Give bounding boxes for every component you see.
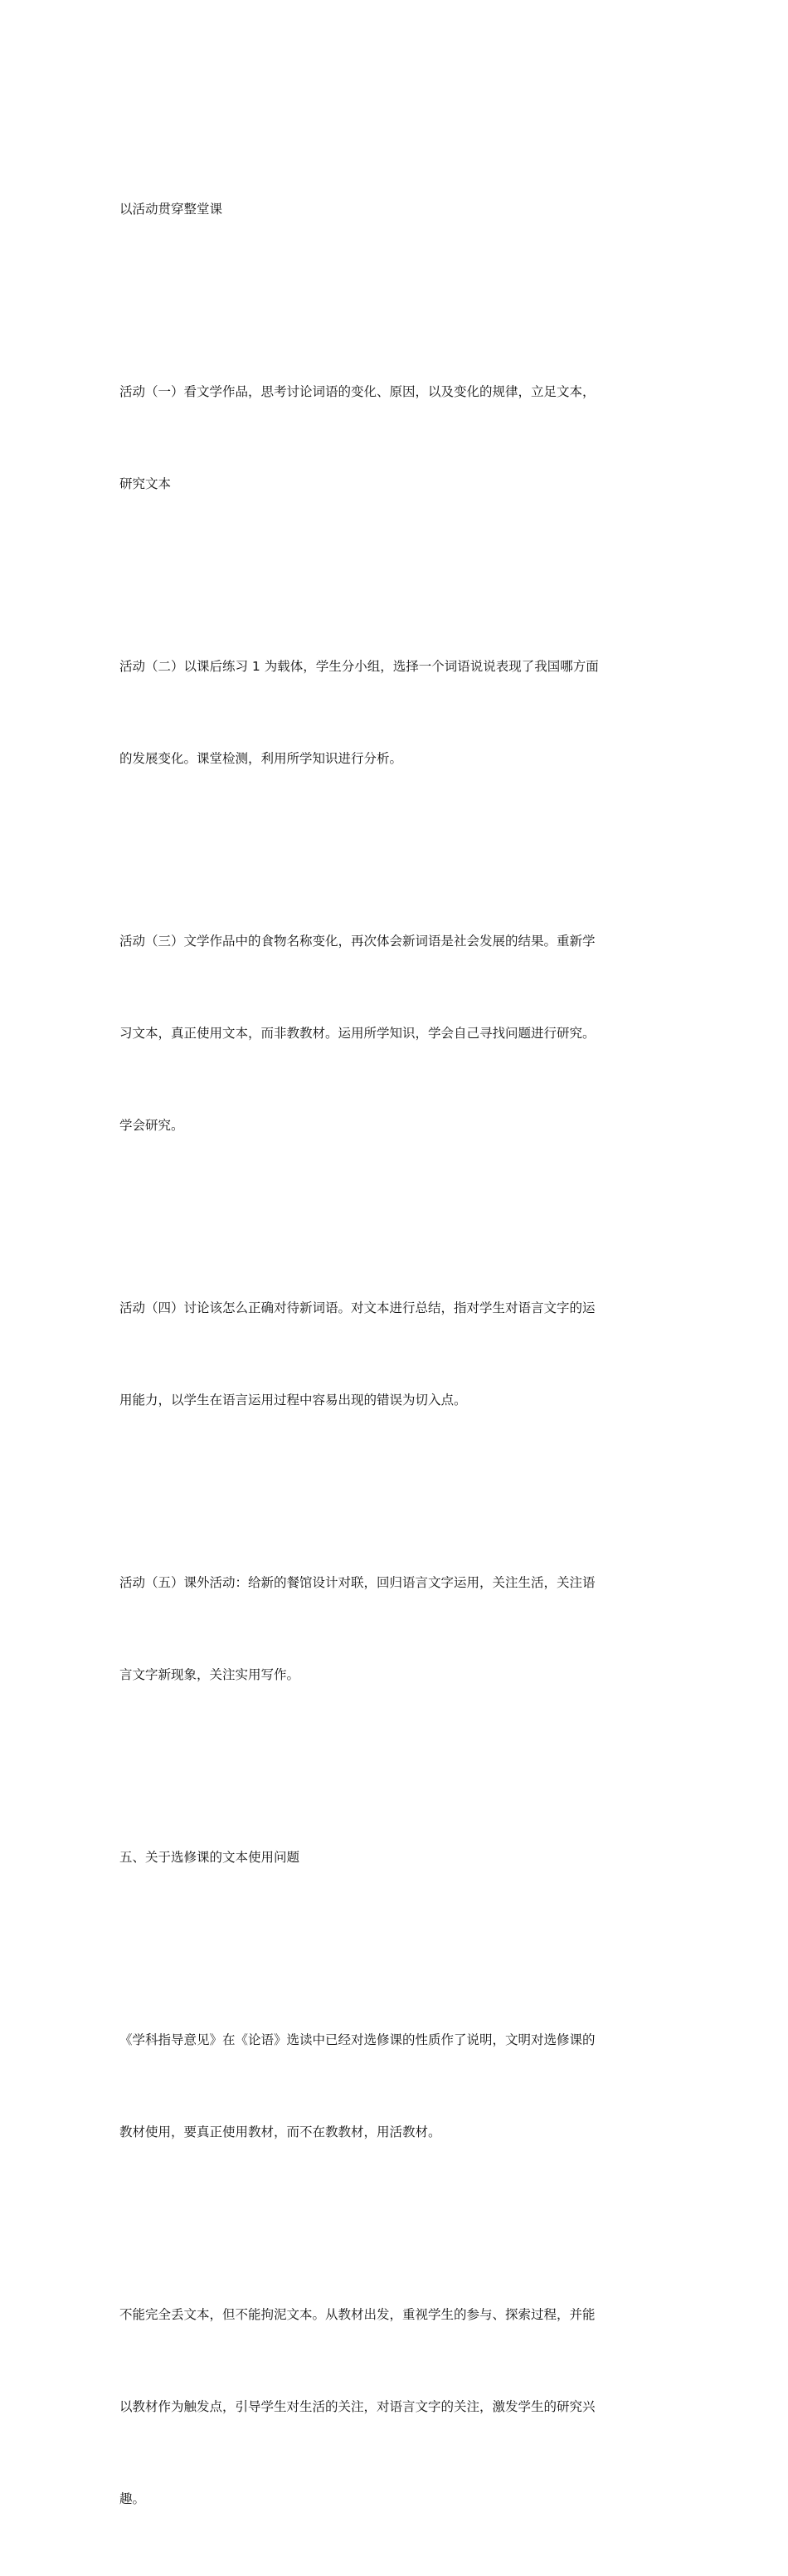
text-line: 《学科指导意见》在《论语》选读中已经对选修课的性质作了说明，文明对选修课的 [119, 2032, 596, 2047]
text-line: 学会研究。 [119, 1118, 184, 1133]
text-line: 的发展变化。课堂检测，利用所学知识进行分析。 [119, 751, 403, 766]
text-line: 活动（一）看文学作品，思考讨论词语的变化、原因，以及变化的规律，立足文本， [119, 384, 596, 399]
text-line: 活动（五）课外活动：给新的餐馆设计对联，回归语言文字运用，关注生活，关注语 [119, 1575, 596, 1590]
paragraph-activity-5 [119, 1506, 672, 1752]
paragraph-activity-3 [119, 865, 672, 1203]
text-line: 以活动贯穿整堂课 [119, 202, 223, 217]
text-line: 活动（三）文学作品中的食物名称变化，再次体会新词语是社会发展的结果。重新学 [119, 934, 596, 949]
paragraph-textbook-use [119, 2238, 672, 2576]
text-line: 言文字新现象，关注实用写作。 [119, 1667, 300, 1682]
text-line: 活动（四）讨论该怎么正确对待新词语。对文本进行总结，指对学生对语言文字的运 [119, 1300, 596, 1315]
text-line: 不能完全丢文本，但不能拘泥文本。从教材出发，重视学生的参与、探索过程，并能 [119, 2307, 596, 2322]
paragraph-activity-2 [119, 590, 672, 836]
document-body [119, 133, 672, 2576]
text-line: 五、关于选修课的文本使用问题 [119, 1850, 300, 1865]
paragraph-activity-1 [119, 315, 672, 561]
text-line: 活动（二）以课后练习 1 为载体，学生分小组，选择一个词语说说表现了我国哪方面 [119, 659, 599, 674]
text-line: 习文本，真正使用文本，而非教教材。运用所学知识，学会自己寻找问题进行研究。 [119, 1026, 596, 1041]
text-line: 教材使用，要真正使用教材，而不在教教材，用活教材。 [119, 2125, 441, 2139]
paragraph-guidance [119, 1964, 672, 2209]
text-line: 以教材作为触发点，引导学生对生活的关注，对语言文字的关注，激发学生的研究兴 [119, 2399, 596, 2414]
text-line: 趣。 [119, 2491, 146, 2506]
heading-activities [119, 133, 672, 286]
paragraph-activity-4 [119, 1232, 672, 1477]
text-line: 研究文本 [119, 476, 172, 491]
text-line: 用能力，以学生在语言运用过程中容易出现的错误为切入点。 [119, 1393, 467, 1408]
section-heading-elective [119, 1781, 672, 1934]
